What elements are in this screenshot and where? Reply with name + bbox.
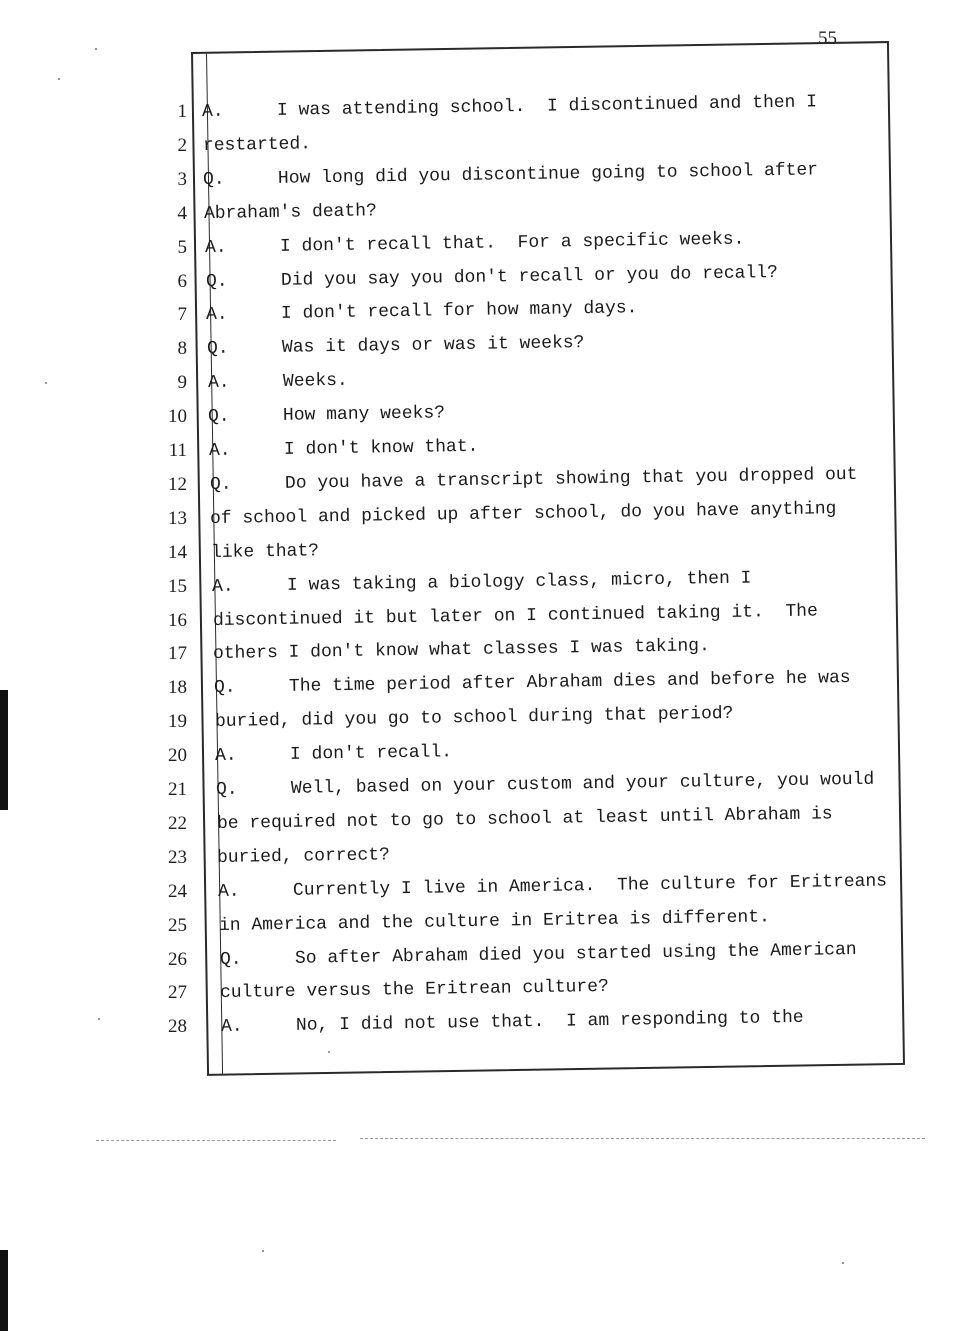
line-number: 27 [168, 982, 187, 1004]
speaker-label: A. [220, 1016, 243, 1038]
line-number: 7 [177, 304, 187, 326]
line-text: So after Abraham died you started using the American [294, 939, 857, 969]
line-number: 26 [168, 948, 187, 970]
speaker-label: Q. [203, 169, 226, 190]
transcript-line [211, 541, 319, 563]
line-text: of school and picked up after school, do you have anything [210, 498, 838, 529]
line-number: 9 [177, 372, 187, 394]
line-text: Was it days or was it weeks? [281, 333, 585, 359]
line-text: be required not to go to school at least until Abraham is [216, 804, 833, 834]
line-text: in America and the culture in Eritrea is different. [218, 906, 770, 936]
page-number: 55 [818, 28, 837, 49]
line-text: I was attending school. I discontinued and then I [276, 92, 818, 121]
line-number: 28 [168, 1016, 187, 1038]
line-text: How many weeks? [283, 403, 446, 426]
line-text: Well, based on your custom and your culture, you would [290, 769, 875, 799]
footer-rule-right [360, 1138, 925, 1140]
line-number: 11 [168, 440, 187, 461]
transcript-line [215, 742, 452, 766]
speaker-label: Q. [215, 779, 238, 800]
transcript-line [208, 403, 445, 427]
speaker-label: A. [208, 440, 231, 461]
line-number: 22 [168, 812, 187, 834]
transcript-line [207, 371, 347, 393]
scan-speck [328, 1051, 330, 1053]
line-text: How long did you discontinue going to school after [278, 160, 819, 189]
scan-speck [45, 382, 47, 384]
line-text: buried, correct? [217, 845, 391, 868]
transcript-line [203, 134, 311, 156]
scan-speck [58, 78, 60, 80]
line-text: The time period after Abraham dies and before he was [288, 668, 851, 698]
footer-rule-left [96, 1140, 336, 1142]
line-text: I don't recall. [290, 742, 453, 765]
line-text: I don't recall that. For a specific weeks. [279, 229, 745, 257]
line-number: 2 [177, 134, 187, 156]
scan-speck [95, 48, 97, 50]
transcript-line [204, 201, 377, 224]
speaker-label: A. [218, 881, 240, 902]
scan-edge-mark [0, 690, 8, 810]
line-number: 25 [168, 914, 187, 936]
line-text: buried, did you go to school during that period? [214, 704, 734, 733]
line-text: Abraham's death? [203, 200, 378, 224]
line-number: 14 [168, 541, 187, 563]
speaker-label: Q. [205, 271, 228, 292]
speaker-label: Q. [209, 474, 232, 495]
line-number: 18 [168, 677, 187, 699]
speaker-label: A. [215, 745, 238, 767]
line-number: 19 [168, 711, 187, 733]
speaker-label: Q. [213, 677, 236, 699]
line-number: 8 [177, 338, 187, 360]
line-number: 10 [168, 406, 187, 428]
line-text: culture versus the Eritrean culture? [220, 977, 610, 1004]
line-text: Weeks. [282, 370, 348, 393]
line-text: Did you say you don't recall or you do recall? [280, 262, 778, 291]
transcript-line [209, 437, 479, 461]
line-text: restarted. [202, 134, 311, 156]
line-text: Currently I live in America. The culture for Eritreans [293, 871, 888, 901]
line-text: I don't know that. [283, 436, 479, 460]
line-text: Do you have a transcript showing that you dropped out [284, 464, 858, 494]
line-number: 6 [177, 270, 187, 292]
line-text: others I don't know what classes I was taking. [213, 636, 711, 665]
line-text: I was taking a biology class, micro, then I [286, 568, 752, 596]
line-number: 15 [168, 575, 187, 597]
speaker-label: A. [207, 372, 230, 394]
speaker-label: A. [201, 101, 224, 122]
scan-edge-mark [0, 1250, 8, 1331]
scan-speck [262, 1250, 264, 1252]
line-number: 24 [168, 880, 187, 902]
line-number: 21 [168, 779, 187, 800]
speaker-label: Q. [208, 406, 231, 428]
line-text: like that? [210, 540, 320, 563]
line-number: 3 [177, 168, 187, 190]
line-text: I don't recall for how many days. [281, 298, 638, 325]
speaker-label: Q. [206, 338, 229, 360]
transcript-line [217, 845, 390, 868]
line-number: 17 [168, 643, 187, 665]
line-text: No, I did not use that. I am responding to the [295, 1008, 804, 1037]
speaker-label: Q. [219, 949, 242, 970]
line-number: 1 [177, 101, 187, 122]
line-number: 5 [177, 236, 187, 258]
line-number: 20 [168, 745, 187, 767]
line-text: discontinued it but later on I continued taking it. The [212, 600, 818, 631]
line-number: 4 [177, 202, 187, 224]
line-number: 12 [168, 473, 187, 495]
line-number: 13 [168, 507, 187, 529]
line-number: 16 [168, 609, 187, 631]
scan-speck [842, 1262, 844, 1264]
speaker-label: A. [204, 237, 227, 258]
speaker-label: A. [211, 576, 234, 597]
scan-speck [98, 1018, 100, 1020]
speaker-label: A. [206, 305, 228, 326]
line-number: 23 [168, 846, 187, 868]
